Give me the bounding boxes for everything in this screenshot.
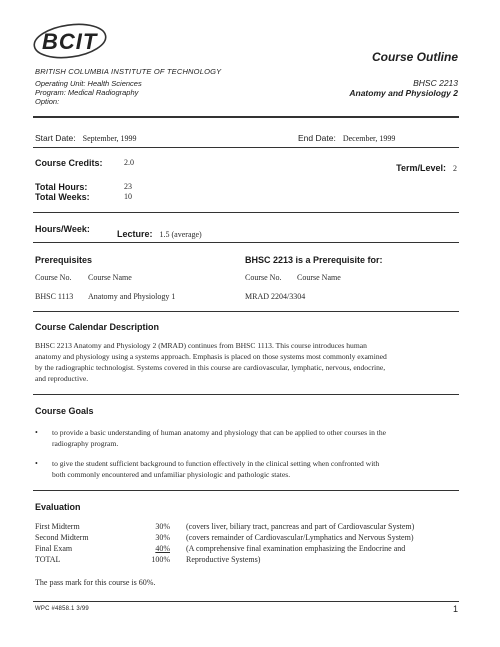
prereq-col-name: Course Name xyxy=(88,273,132,282)
eval-name: Second Midterm xyxy=(35,533,89,542)
lecture-label: Lecture: xyxy=(117,229,153,239)
eval-note: Reproductive Systems) xyxy=(186,555,261,564)
calendar-line: by the radiographic technologist. Systems covered in this course are cardiovascular, lymphatic, nervous, endocrine, xyxy=(35,363,386,372)
option: Option: xyxy=(35,97,60,106)
hours-week-rule xyxy=(33,242,459,243)
eval-pct: 40% xyxy=(155,544,170,553)
credits-rule xyxy=(33,212,459,213)
eval-note: (covers remainder of Cardiovascular/Lymphatics and Nervous System) xyxy=(186,533,414,542)
goals-rule xyxy=(33,490,459,491)
course-code: BHSC 2213 xyxy=(413,78,458,88)
dates-rule xyxy=(33,147,459,148)
eval-note: (A comprehensive final examination emphasizing the Endocrine and xyxy=(186,544,406,553)
eval-pct: 30% xyxy=(155,522,170,531)
end-date xyxy=(298,128,395,146)
header-rule-thick xyxy=(33,116,459,118)
course-name: Anatomy and Physiology 2 xyxy=(349,88,458,98)
lecture xyxy=(117,224,202,242)
term-value: 2 xyxy=(453,164,457,173)
end-date-value: December, 1999 xyxy=(342,134,396,143)
prereq-row-name: Anatomy and Physiology 1 xyxy=(88,292,176,301)
calendar-line: BHSC 2213 Anatomy and Physiology 2 (MRAD) continues from BHSC 1113. This course introduces human xyxy=(35,341,367,350)
hours-value: 23 xyxy=(124,182,132,191)
institute-name: BRITISH COLUMBIA INSTITUTE OF TECHNOLOGY xyxy=(35,67,222,76)
evaluation-title: Evaluation xyxy=(35,502,81,512)
bcit-logo xyxy=(30,20,110,62)
goal-line: radiography program. xyxy=(52,439,119,448)
goal-line: both commonly encountered and unfamiliar physiologic and pathologic states. xyxy=(52,470,291,479)
calendar-rule xyxy=(33,394,459,395)
prereq-for-col-name: Course Name xyxy=(297,273,341,282)
doc-title: Course Outline xyxy=(371,50,458,64)
lecture-value: 1.5 (average) xyxy=(159,230,202,239)
eval-row xyxy=(35,555,60,564)
hours-label: Total Hours: xyxy=(35,182,88,192)
start-date-label: Start Date: xyxy=(35,133,76,143)
start-date-value: September, 1999 xyxy=(82,134,137,143)
term-label: Term/Level: xyxy=(396,163,446,173)
prereq-for-title: BHSC 2213 is a Prerequisite for: xyxy=(245,255,383,265)
goal-bullet-icon: • xyxy=(35,459,38,468)
eval-note: (covers liver, biliary tract, pancreas and part of Cardiovascular System) xyxy=(186,522,415,531)
eval-row xyxy=(35,533,89,542)
prereq-for-col-no: Course No. xyxy=(245,273,282,282)
eval-pct: 100% xyxy=(151,555,170,564)
goal-line: to provide a basic understanding of human anatomy and physiology that can be applied to other courses in the xyxy=(52,428,387,437)
prereq-row-no: BHSC 1113 xyxy=(35,292,74,301)
logo-text: BCIT xyxy=(42,29,98,54)
operating-unit: Operating Unit: Health Sciences xyxy=(35,79,142,88)
goals-title: Course Goals xyxy=(35,406,94,416)
prereq-col-no: Course No. xyxy=(35,273,72,282)
footer-ref: WPC #4858.1 3/99 xyxy=(35,606,89,612)
page-number: 1 xyxy=(452,604,458,614)
goal-bullet-icon: • xyxy=(35,428,38,437)
goal-line: to give the student sufficient background to function effectively in the clinical setting when confronted with xyxy=(52,459,380,468)
program: Program: Medical Radiography xyxy=(35,88,139,97)
weeks-label: Total Weeks: xyxy=(35,192,90,202)
eval-row xyxy=(35,522,80,531)
eval-name: First Midterm xyxy=(35,522,80,531)
eval-pct: 30% xyxy=(155,533,170,542)
prereq-for-row-no: MRAD 2204/3304 xyxy=(245,292,306,301)
end-date-label: End Date: xyxy=(298,133,336,143)
credits-value: 2.0 xyxy=(124,158,134,167)
eval-name: TOTAL xyxy=(35,555,61,564)
term-level xyxy=(396,158,457,176)
credits-label: Course Credits: xyxy=(35,158,103,168)
eval-row xyxy=(35,544,72,553)
hours-week-label: Hours/Week: xyxy=(35,224,90,234)
calendar-line: and reproductive. xyxy=(35,374,89,383)
eval-name: Final Exam xyxy=(35,544,73,553)
weeks-value: 10 xyxy=(124,192,132,201)
start-date xyxy=(35,128,137,146)
footer-rule xyxy=(33,601,459,602)
prereq-title: Prerequisites xyxy=(35,255,93,265)
pass-mark: The pass mark for this course is 60%. xyxy=(35,578,156,587)
calendar-line: anatomy and physiology using a systems approach. Emphasis is placed on those systems most commonly examined xyxy=(35,352,387,361)
prereq-rule xyxy=(33,311,459,312)
calendar-title: Course Calendar Description xyxy=(35,322,160,332)
